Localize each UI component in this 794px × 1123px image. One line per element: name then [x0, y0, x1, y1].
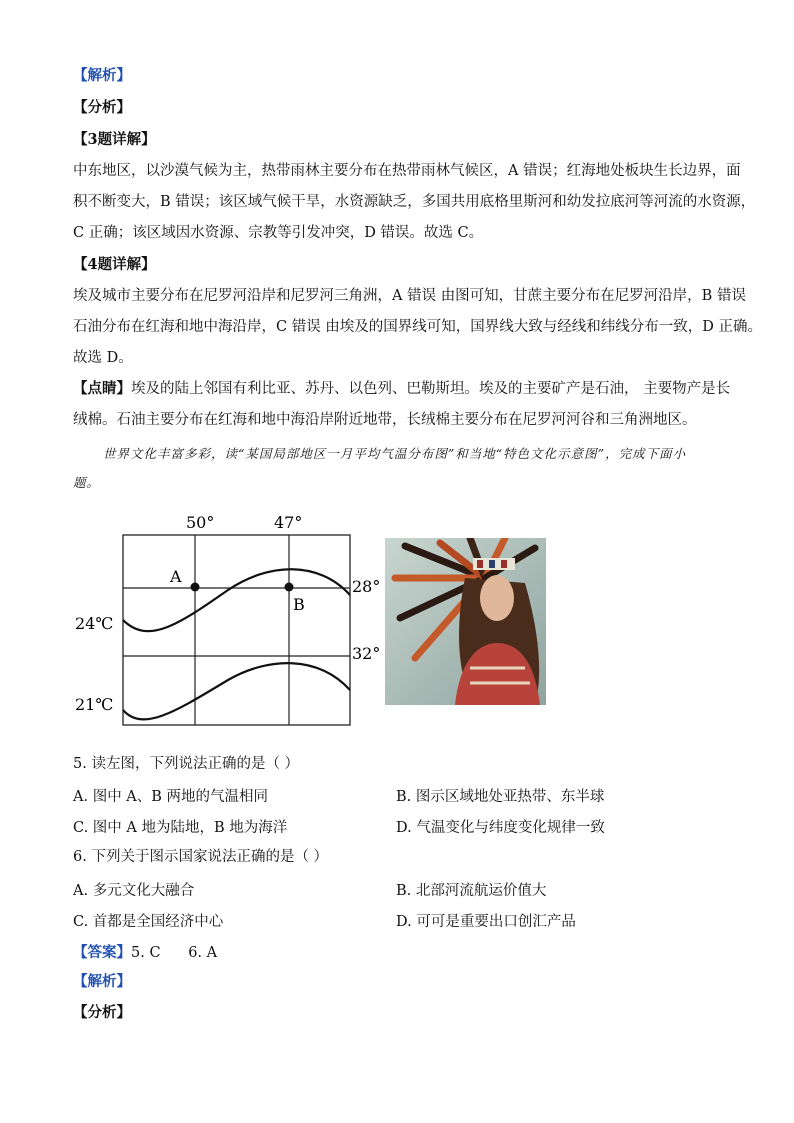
analysis-subheading-2: 【分析】	[73, 1004, 131, 1021]
q3-heading: 【3题详解】	[73, 131, 156, 148]
q3-line: 中东地区，以沙漠气候为主，热带雨林主要分布在热带雨林气候区，A 错误；红海地处板块生长边界，面	[73, 163, 741, 179]
isotherm-21	[123, 663, 350, 719]
q4-line: 故选 D。	[73, 350, 133, 366]
point-a-marker	[191, 583, 200, 592]
latitude-label: 28°	[352, 577, 381, 596]
answer-text: 5. C 6. A	[131, 945, 218, 961]
q6-stem: 6. 下列关于图示国家说法正确的是（ ）	[73, 849, 329, 865]
intro-line: 题。	[73, 475, 101, 490]
temperature-label: 24℃	[75, 614, 114, 633]
q5-stem: 5. 读左图，下列说法正确的是（ ）	[73, 756, 300, 772]
temperature-label: 21℃	[75, 695, 114, 714]
q4-heading: 【4题详解】	[73, 256, 156, 273]
q3-line: C 正确；该区域因水资源、宗教等引发冲突，D 错误。故选 C。	[73, 225, 484, 241]
q4-line: 埃及城市主要分布在尼罗河沿岸和尼罗河三角洲，A 错误 由图可知，甘蔗主要分布在尼罗河沿岸，B 错误	[73, 288, 746, 304]
answer-heading: 【答案】	[73, 944, 131, 961]
point-a-label: A	[170, 567, 182, 586]
analysis-heading-2: 【解析】	[73, 973, 131, 990]
point-b-marker	[285, 583, 294, 592]
q6-option-c: C. 首都是全国经济中心	[73, 914, 224, 930]
tip-line: 绒棉。石油主要分布在红海和地中海沿岸附近地带，长绒棉主要分布在尼罗河河谷和三角洲地区。	[73, 412, 697, 428]
q6-option-b: B. 北部河流航运价值大	[396, 883, 547, 899]
q3-line: 积不断变大，B 错误；该区域气候干旱，水资源缺乏，多国共用底格里斯河和幼发拉底河等河流的水资源，	[73, 194, 756, 210]
q5-option-c: C. 图中 A 地为陆地，B 地为海洋	[73, 820, 288, 836]
point-b-label: B	[293, 595, 305, 614]
q5-option-a: A. 图中 A、B 两地的气温相同	[73, 789, 269, 805]
analysis-subheading: 【分析】	[73, 99, 131, 116]
latitude-label: 32°	[352, 644, 381, 663]
answer-line	[73, 941, 217, 962]
tip-paragraph	[73, 379, 730, 399]
q5-option-b: B. 图示区域地处亚热带、东半球	[396, 789, 605, 805]
analysis-heading: 【解析】	[73, 67, 131, 84]
tip-line: 埃及的陆上邻国有利比亚、苏丹、以色列、巴勒斯坦。埃及的主要矿产是石油， 主要物产是长	[131, 381, 731, 397]
q5-option-d: D. 气温变化与纬度变化规律一致	[396, 820, 605, 836]
q6-option-d: D. 可可是重要出口创汇产品	[396, 914, 576, 930]
isotherm-map	[68, 505, 388, 730]
intro-line: 世界文化丰富多彩，读“某国局部地区一月平均气温分布图”和当地“特色文化示意图”，完成下面小	[103, 446, 687, 461]
tip-heading: 【点睛】	[73, 380, 131, 397]
q6-option-a: A. 多元文化大融合	[73, 883, 195, 899]
isotherm-24	[123, 569, 350, 631]
feathered-headdress-portrait	[385, 538, 546, 705]
longitude-label: 50°	[186, 513, 215, 532]
q4-line: 石油分布在红海和地中海沿岸，C 错误 由埃及的国界线可知，国界线大致与经线和纬线分布一致，D 正确。	[73, 319, 763, 335]
longitude-label: 47°	[274, 513, 303, 532]
culture-photo	[385, 538, 546, 705]
